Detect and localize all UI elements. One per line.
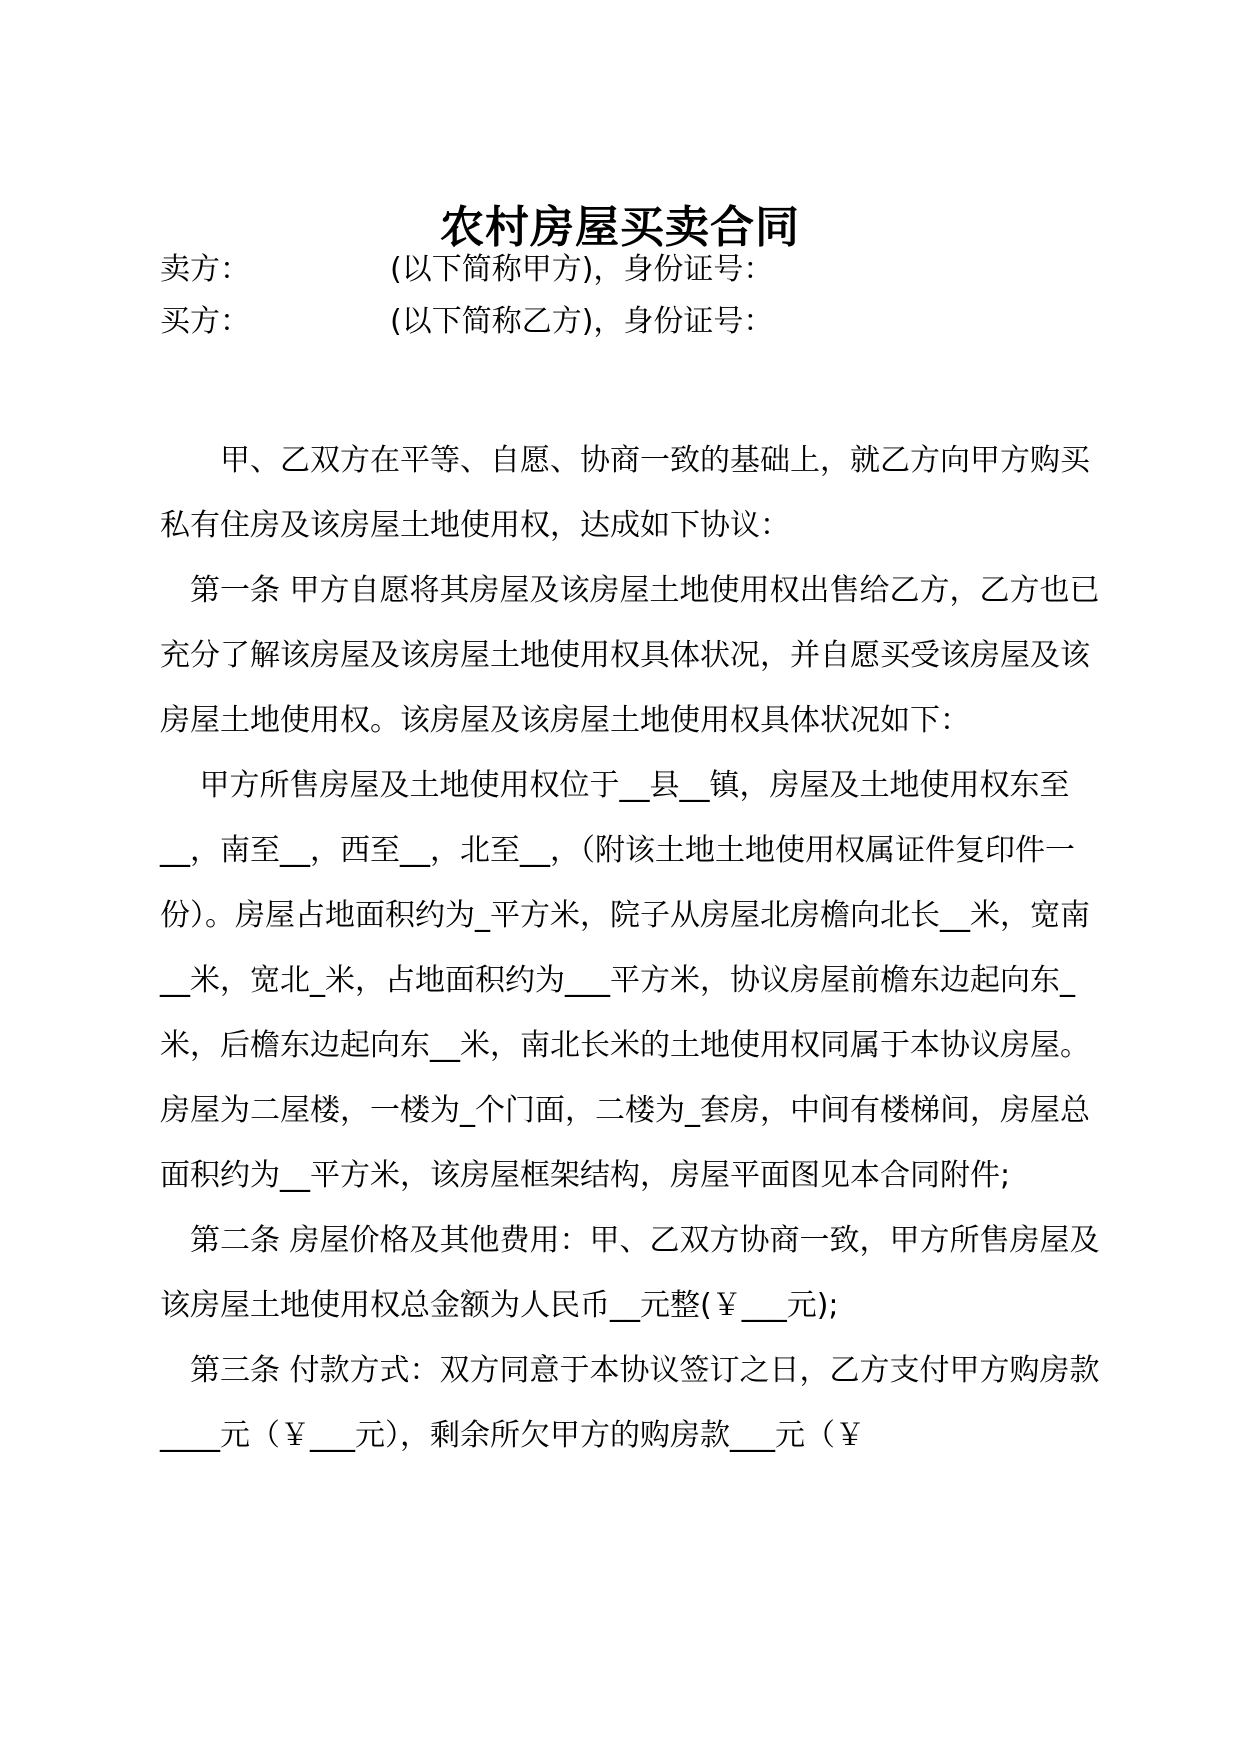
property-details-paragraph: 甲方所售房屋及土地使用权位于__县__镇，房屋及土地使用权东至__，南至__，西至__，北至__，（附该土地土地使用权属证件复印件一份）。房屋占地面积约为_平方米，院子从房屋北房檐向北长__米，宽南__米，宽北_米，占地面积约为___平方米，协议房屋前檐东边起向东_米，后檐东边起向东__米，南北长米的土地使用权同属于本协议房屋。房屋为二屋楼，一楼为_个门面，二楼为_套房，中间有楼梯间，房屋总面积约为__平方米，该房屋框架结构，房屋平面图见本合同附件; [160, 768, 1090, 1193]
article-2-paragraph: 第二条 房屋价格及其他费用：甲、乙双方协商一致，甲方所售房屋及该房屋土地使用权总金额为人民币__元整(￥___元); [160, 1223, 1100, 1323]
article-3-paragraph: 第三条 付款方式：双方同意于本协议签订之日，乙方支付甲方购房款____元（￥___元），剩余所欠甲方的购房款___元（￥ [160, 1353, 1100, 1453]
intro-paragraph: 甲、乙双方在平等、自愿、协商一致的基础上，就乙方向甲方购买私有住房及该房屋土地使用权，达成如下协议： [160, 443, 1090, 543]
buyer-line [160, 302, 773, 342]
seller-line [160, 250, 773, 290]
document-title: 农村房屋买卖合同 [440, 202, 800, 253]
article-1-paragraph: 第一条 甲方自愿将其房屋及该房屋土地使用权出售给乙方，乙方也已充分了解该房屋及该房屋土地使用权具体状况，并自愿买受该房屋及该房屋土地使用权。该房屋及该房屋土地使用权具体状况如下： [160, 573, 1100, 738]
seller-label: 卖方： [160, 252, 250, 287]
seller-text: (以下简称甲方)，身份证号： [390, 252, 774, 287]
contract-body [160, 428, 1100, 1468]
buyer-text: (以下简称乙方)，身份证号： [390, 304, 774, 339]
buyer-label: 买方： [160, 304, 250, 339]
